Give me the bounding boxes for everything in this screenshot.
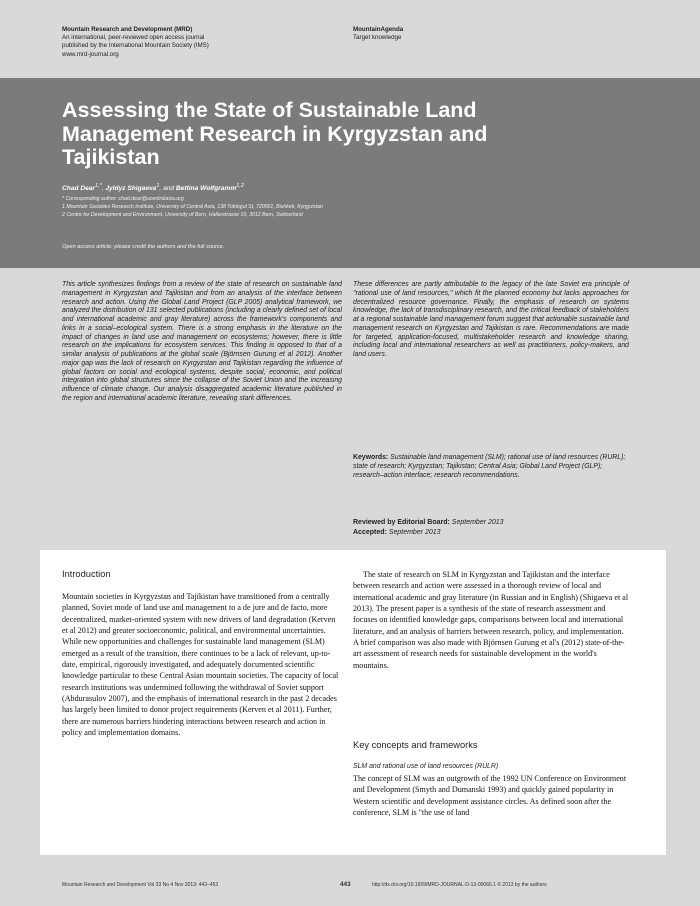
abstract-left: This article synthesizes findings from a review of the state of research on sustainable land management in Kyrgyzstan and Tajikistan and from an analysis of the interface between research and action. Using the Global Land Project (GLP 2005) analytical framework, we analyzed the distribution of 131 selected publications (including a clearly defined set of local and international academic and gray literature) across the framework's components and links in a social–ecological system. There is a strong emphasis in the literature on the impact of changes in land use and management on ecosystems; however, there is little research on the implications for ecosystem services. This finding is opposed to that of a similar analysis of publications at the global scale (Björnsen Gurung et al 2012). Another major gap was the lack of research on Kyrgyzstan and Tajikistan regarding the influence of global factors on social and ecological systems, despite social, economic, and political integration into global structures since the collapse of the Soviet Union and the increasing influence of climate change. Our analysis disaggregated academic literature published in the region and international academic literature, revealing stark differences. — [62, 281, 342, 402]
accepted-value: September 2013 — [386, 529, 441, 536]
keywords — [353, 454, 629, 480]
author-3: Bettina Wolfgramm — [175, 185, 237, 193]
footer — [0, 855, 700, 906]
reviewed-label: Reviewed by Editorial Board: — [353, 519, 450, 526]
affiliation-1: 1 Mountain Societies Research Institute, University of Central Asia, 138 Toktogul St, 720001, Bishkek, Kyrgyzstan — [62, 204, 323, 211]
accepted-label: Accepted: — [353, 529, 387, 536]
subsection-name: Target knowledge — [353, 34, 402, 42]
author-1-sup: 1,* — [94, 183, 102, 189]
author-3-sup: 1,2 — [236, 183, 244, 189]
reviewed-value: September 2013 — [449, 519, 504, 526]
page-number: 443 — [340, 881, 351, 888]
masthead — [0, 0, 700, 78]
right-paragraph-2: The concept of SLM was an outgrowth of the 1992 UN Conference on Environment and Development (Smyth and Dumanski 1993) and quickly gained popularity in Western scientific and development assistance circles. As defined soon after the conference, SLM is "the use of land — [353, 774, 627, 818]
article-body — [40, 550, 666, 855]
accepted-line — [353, 528, 504, 538]
journal-description-2: published by the International Mountain Society (IMS) — [62, 42, 209, 50]
journal-url[interactable]: www.mrd-journal.org — [62, 50, 119, 58]
open-access-note: Open access article: please credit the authors and the full source. — [62, 244, 225, 250]
footer-citation: Mountain Research and Development Vol 33 No 4 Nov 2013: 443–453 — [62, 882, 219, 888]
title-banner — [0, 78, 700, 268]
introduction-paragraph: Mountain societies in Kyrgyzstan and Tajikistan have transitioned from a centrally planned, Soviet mode of land use and management to a de jure and de facto, more decentralized, market-oriented system with new drivers of land degradation (Kerven et al 2012) and greater socioeconomic, political, and environmental uncertainties. While new opportunities and challenges for sustainable land management (SLM) emerged as a result of the transition, there continues to be a lack of relevant, up-to-date, empirical, rigorously investigated, and adequately documented scientific knowledge particular to these Central Asian mountain societies. The capacity of local research institutions was undermined following the withdrawal of Soviet support (Abdurasulov 2007), and the emphasis of international research in the past 2 decades has largely been limited to donor project requirements (Kerven et al 2011). Further, there are numerous barriers hindering interactions between research and action in policy and implementation domains. — [62, 592, 339, 738]
footer-doi[interactable]: http://dx.doi.org/10.1659/MRD-JOURNAL-D-13-00066.1 © 2013 by the authors — [372, 882, 547, 888]
journal-description-1: An international, peer-reviewed open access journal — [62, 34, 205, 42]
article-title: Assessing the State of Sustainable Land Management Research in Kyrgyzstan and Tajikistan — [62, 98, 488, 169]
section-name: MountainAgenda — [353, 26, 404, 33]
corresponding-author: * Corresponding author: chad.dear@ucentralasia.org — [62, 196, 184, 202]
author-1: Chad Dear — [62, 185, 95, 193]
author-2-sup: 1 — [156, 183, 160, 189]
affiliation-2: 2 Centre for Development and Environment, University of Bern, Hallerstrasse 10, 3012 Bern, Switzerland — [62, 212, 303, 219]
reviewed-line — [353, 518, 504, 528]
author-separator: , and — [159, 185, 176, 193]
author-line: Chad Dear$^{1,*}$, Jyldyz Shigaeva$^1$, and Bettina Wolfgramm$^{1,2}$ — [62, 183, 244, 193]
author-2: Jyldyz Shigaeva — [105, 185, 157, 193]
key-concepts-subheading: SLM and rational use of land resources (RULR) — [353, 763, 499, 770]
keywords-text: Sustainable land management (SLM); rational use of land resources (RURL); state of research; Kyrgyzstan; Tajikistan; Central Asia; Global Land Project (GLP); research–action interface; research recommendations. — [353, 454, 626, 479]
section-info — [353, 26, 403, 42]
journal-info — [62, 26, 209, 59]
key-concepts-heading: Key concepts and frameworks — [353, 740, 478, 750]
journal-name: Mountain Research and Development (MRD) — [62, 26, 193, 33]
affiliations — [62, 195, 622, 220]
abstract-right: These differences are partly attributable to the legacy of the late Soviet era principle of "rational use of land resources," which fit the planned economy but lacks approaches for decentralized resource governance. Finally, the emphasis of research on systems knowledge, the lack of transdisciplinary research, and the critical feedback of stakeholders at a regional sustainable land management forum suggest that actionable sustainable land management research on Kyrgyzstan and Tajikistan is rare. Recommendations are made for targeted, application-focused, multistakeholder research and knowledge sharing, including local and international researchers as well as practitioners, policy-makers, and land users. — [353, 281, 629, 358]
introduction-heading: Introduction — [62, 569, 111, 579]
right-paragraph-1: The state of research on SLM in Kyrgyzstan and Tajikistan and the interface between research and action were assessed in a thorough review of local and international academic and gray literature (in Russian and in English) (Shigaeva et al 2013). The present paper is a synthesis of the state of research assessment and focuses on identified knowledge gaps, comparisons between local and international literature, and an analysis of barriers between research, policy, and implementation. A brief comparison was also made with Björnsen Gurung et al's (2012) state-of-the-art assessment of research needs for sustainable development in the world's mountains. — [353, 570, 629, 670]
keywords-label: Keywords: — [353, 454, 389, 461]
review-dates — [353, 518, 504, 538]
